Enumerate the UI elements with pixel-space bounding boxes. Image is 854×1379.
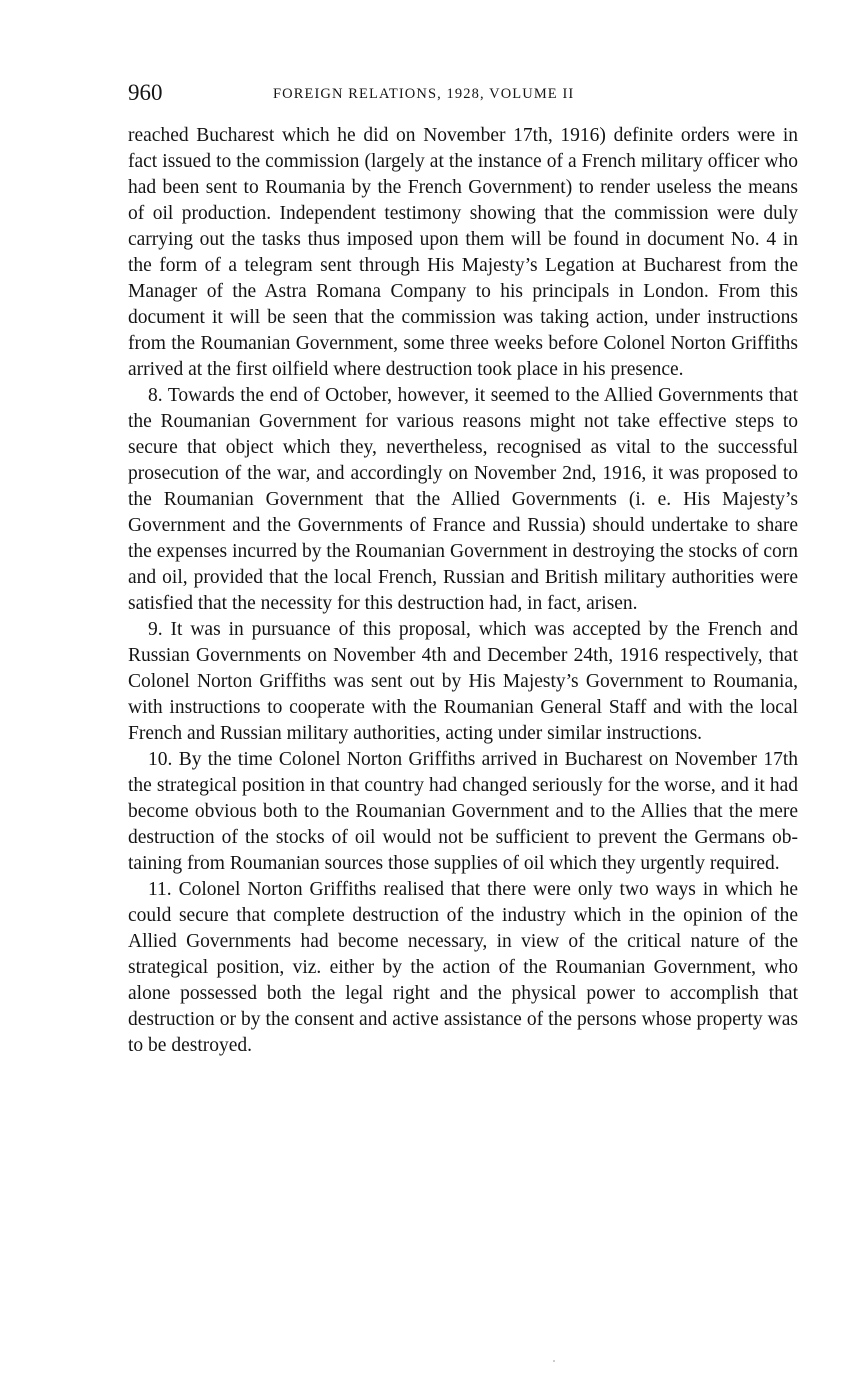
scan-speck [553,1360,555,1362]
paragraph-9: 9. It was in pursuance of this proposal, which was accepted by the French and Russian Governments on November 4th and December 24th, 1916 respectively, that Colonel Norton Griffiths was sent out by His Majesty’s Government to Roumania, with instructions to cooperate with the Roumanian General Staff and with the local French and Russian military authorities, acting under similar instructions. [128,619,798,744]
paragraph-8: 8. Towards the end of October, however, it seemed to the Allied Governments that the Roumanian Government for various reasons might not take effective steps to secure that object which they, nevertheless, recognised as vital to the successful prosecution of the war, and accordingly on November 2nd, 1916, it was proposed to the Roumanian Government that the Allied Governments (i. e. His Majesty’s Government and the Governments of France and Russia) should undertake to share the expenses incurred by the Roumanian Government in destroying the stocks of corn and oil, provided that the local French, Russian and British military authorities were satisfied that the necessity for this destruction had, in fact, arisen. [128,385,798,614]
paragraph-11: 11. Colonel Norton Griffiths realised that there were only two ways in which he could secure that complete destruction of the industry which in the opinion of the Allied Governments had become necessary, in view of the critical nature of the strategical position, viz. either by the action of the Roumanian Government, who alone possessed both the legal right and the physical power to accomplish that destruction or by the consent and active assistance of the persons whose property was to be destroyed. [128,879,798,1056]
page-number: 960 [128,80,163,105]
running-head [128,78,798,112]
body-text [128,123,798,1059]
paragraph-10: 10. By the time Colonel Norton Griffiths arrived in Bucharest on November 17th the strategical position in that country had changed seriously for the worse, and it had become obvious both to the Roumanian Government and to the Allies that the mere destruction of the stocks of oil would not be sufficient to prevent the Germans obtaining from Roumanian sources those supplies of oil which they urgently required. [128,749,798,874]
running-head-title: FOREIGN RELATIONS, 1928, VOLUME II [273,86,575,102]
paragraph-continued: reached Bucharest which he did on November 17th, 1916) definite orders were in fact issued to the commission (largely at the instance of a French military officer who had been sent to Roumania by the French Government) to render useless the means of oil production. Independent testimony showing that the commission were duly carrying out the tasks thus imposed upon them will be found in document No. 4 in the form of a telegram sent through His Majesty’s Legation at Bucharest from the Manager of the Astra Romana Company to his principals in London. From this document it will be seen that the commission was taking action, under instructions from the Roumanian Government, some three weeks before Colonel Norton Griffiths arrived at the first oilfield where destruction took place in his presence. [128,125,798,380]
